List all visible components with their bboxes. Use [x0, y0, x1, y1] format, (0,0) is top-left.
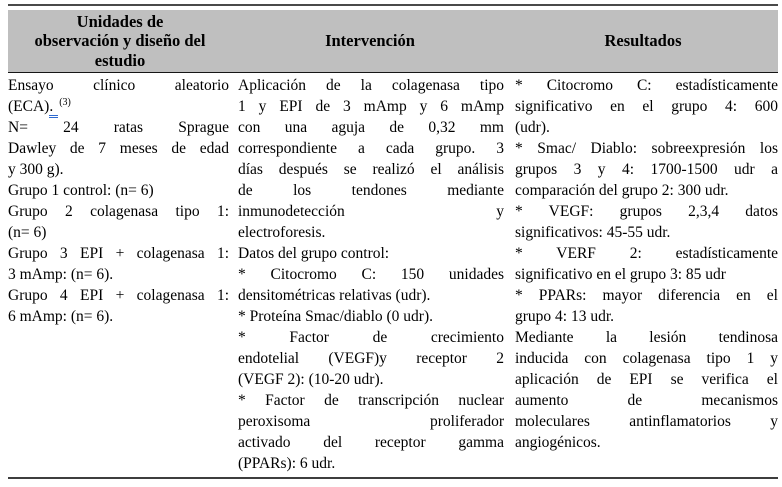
text-line	[238, 159, 504, 180]
text-line	[515, 327, 778, 348]
text-run: Grupo 4 EPI + colagenasa 1:	[8, 287, 229, 304]
text-line	[515, 96, 778, 117]
text-line	[238, 243, 504, 264]
text-line	[515, 117, 778, 138]
text-line	[8, 159, 229, 180]
text-run: grupo 4: 13 udr.	[515, 308, 615, 325]
text-run: * Factor de transcripción nuclear	[238, 392, 504, 409]
text-run: 1 y EPI de 3 mAmp y 6 mAmp	[238, 98, 504, 115]
text-run: peroxisoma proliferador	[238, 413, 504, 430]
text-run: 3 mAmp: (n= 6).	[8, 266, 114, 283]
header-label-intervencion: Intervención	[325, 31, 415, 51]
text-line	[8, 96, 229, 117]
text-line	[8, 285, 229, 306]
table-body-row	[8, 73, 778, 479]
text-run: de los tendones mediante	[238, 182, 504, 199]
text-run: significativo en el grupo 4: 600	[515, 98, 778, 115]
body-cell-intervencion	[232, 75, 508, 474]
study-summary-table	[8, 4, 778, 479]
text-line	[8, 264, 229, 285]
text-line	[238, 285, 504, 306]
text-line	[515, 222, 778, 243]
text-run: (ECA)	[8, 98, 50, 115]
text-run: * Factor de crecimiento	[238, 329, 504, 346]
text-line	[238, 180, 504, 201]
text-run: (VEGF 2): (10-20 udr).	[238, 371, 384, 388]
text-run: comparación del grupo 2: 300 udr.	[515, 182, 729, 199]
text-line	[238, 201, 504, 222]
header-cell-intervencion	[232, 31, 508, 51]
text-line	[238, 411, 504, 432]
text-run: grupos 3 y 4: 1700-1500 udr a	[515, 161, 778, 178]
text-line	[515, 138, 778, 159]
text-run: angiogénicos.	[515, 434, 601, 451]
text-run: * Citocromo C: estadísticamente	[515, 77, 778, 94]
text-run: Datos del grupo control:	[238, 245, 390, 262]
text-run: correspondiente a cada grupo. 3	[238, 140, 504, 157]
table-header-row	[8, 10, 778, 73]
text-line	[515, 264, 778, 285]
header-cell-unidades	[8, 12, 232, 71]
text-line	[238, 138, 504, 159]
text-run: * Proteína Smac/diablo (0 udr).	[238, 308, 433, 325]
text-run: aumento de mecanismos	[515, 392, 778, 409]
text-line	[8, 75, 229, 96]
text-run: significativos: 45-55 udr.	[515, 224, 671, 241]
text-line	[238, 264, 504, 285]
text-line	[238, 117, 504, 138]
text-run: días después se realizó el análisis	[238, 161, 504, 178]
text-line	[238, 390, 504, 411]
text-run: significativo en el grupo 3: 85 udr	[515, 266, 726, 283]
superscript-citation: (3)	[59, 96, 71, 108]
text-line	[238, 432, 504, 453]
header-label-resultados: Resultados	[604, 31, 682, 51]
text-line	[515, 75, 778, 96]
text-line	[238, 327, 504, 348]
text-run: aplicación de EPI se verifica el	[515, 371, 778, 388]
text-run: moleculares antinflamatorios y	[515, 413, 778, 430]
text-line	[8, 138, 229, 159]
text-line	[515, 306, 778, 327]
text-line	[8, 117, 229, 138]
text-run: (udr).	[515, 119, 550, 136]
text-line	[8, 243, 229, 264]
text-line	[515, 243, 778, 264]
header-cell-resultados	[508, 31, 778, 51]
spell-check-mark: .	[49, 98, 58, 118]
text-line	[8, 180, 229, 201]
text-run: Aplicación de la colagenasa tipo	[238, 77, 504, 94]
body-cell-resultados	[508, 75, 778, 474]
text-run: * VERF 2: estadísticamente	[515, 245, 778, 262]
text-run: * PPARs: mayor diferencia en el	[515, 287, 778, 304]
body-cell-unidades	[8, 75, 232, 474]
text-line	[515, 201, 778, 222]
text-run: densitométricas relativas (udr).	[238, 287, 431, 304]
text-line	[515, 285, 778, 306]
text-line	[238, 75, 504, 96]
text-line	[238, 96, 504, 117]
table-top-rule	[8, 4, 778, 6]
text-line	[238, 222, 504, 243]
text-run: N= 24 ratas Sprague	[8, 119, 229, 136]
text-line	[238, 369, 504, 390]
text-run: * Citocromo C: 150 unidades	[238, 266, 504, 283]
text-run: electroforesis.	[238, 224, 326, 241]
text-run: inmunodetección y	[238, 203, 504, 220]
text-run: inducida con colagenasa tipo 1 y	[515, 350, 778, 367]
text-run: * VEGF: grupos 2,3,4 datos	[515, 203, 778, 220]
text-line	[238, 306, 504, 327]
text-line	[238, 453, 504, 474]
text-line	[515, 411, 778, 432]
header-label-unidades: Unidades de observación y diseño del estudio	[34, 11, 206, 70]
text-line	[515, 390, 778, 411]
text-run: Grupo 3 EPI + colagenasa 1:	[8, 245, 229, 262]
text-line	[515, 348, 778, 369]
text-run: (n= 6)	[8, 224, 47, 241]
text-run: Dawley de 7 meses de edad	[8, 140, 229, 157]
text-line	[515, 369, 778, 390]
text-run: (PPARs): 6 udr.	[238, 455, 336, 472]
text-run: Grupo 1 control: (n= 6)	[8, 182, 154, 199]
text-line	[8, 306, 229, 327]
text-run: activado del receptor gamma	[238, 434, 504, 451]
text-line	[8, 222, 229, 243]
text-run: endotelial (VEGF)y receptor 2	[238, 350, 504, 367]
text-line	[8, 201, 229, 222]
text-run: Grupo 2 colagenasa tipo 1:	[8, 203, 229, 220]
text-line	[515, 180, 778, 201]
text-run: Ensayo clínico aleatorio	[8, 77, 229, 94]
text-line	[515, 159, 778, 180]
text-run: con una aguja de 0,32 mm	[238, 119, 504, 136]
text-run: 6 mAmp: (n= 6).	[8, 308, 114, 325]
text-line	[515, 432, 778, 453]
text-run: y 300 g).	[8, 161, 64, 178]
text-run: * Smac/ Diablo: sobreexpresión los	[515, 140, 778, 157]
text-run: Mediante la lesión tendinosa	[515, 329, 778, 346]
text-line	[238, 348, 504, 369]
